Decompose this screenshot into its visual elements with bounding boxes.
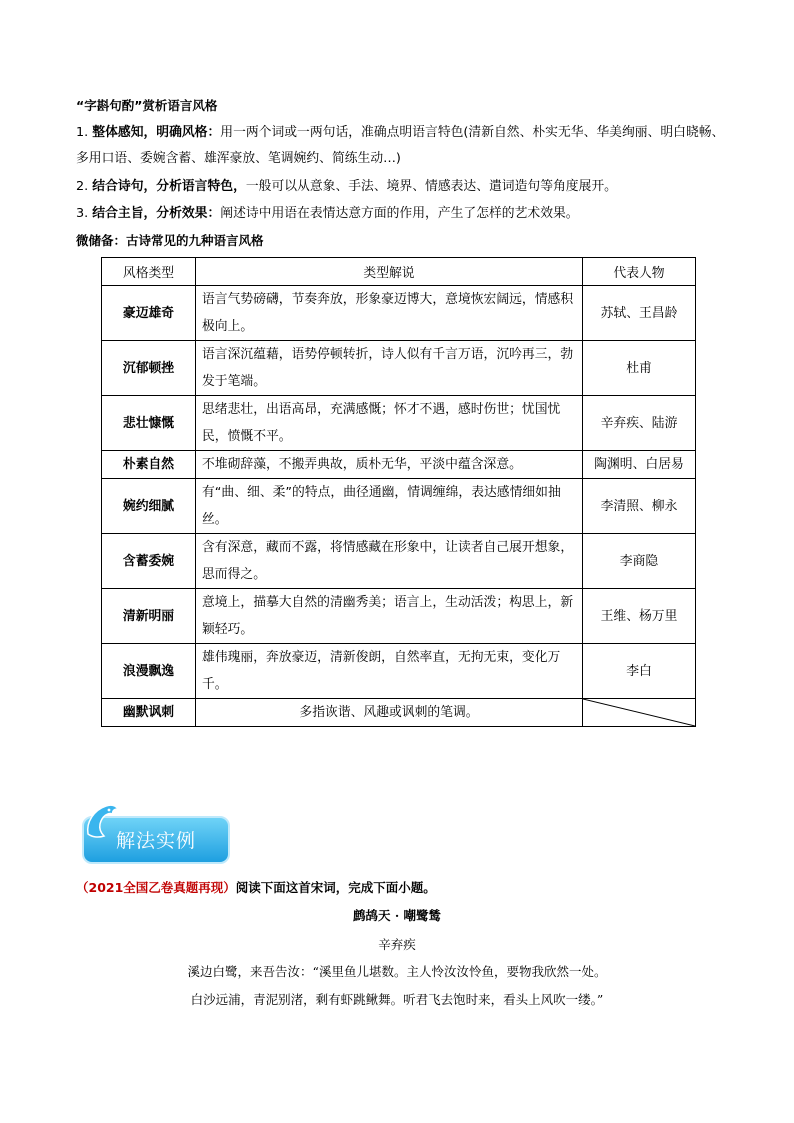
language-style-table <box>101 257 696 727</box>
point-text: 一般可以从意象、手法、境界、情感表达、遣词造句等角度展开。 <box>245 179 617 194</box>
poem-line: 溪边白鹭，来吾告汝：“溪里鱼儿堪数。主人怜汝汝怜鱼，要物我欣然一处。 <box>187 964 607 979</box>
style-representatives: 苏轼、王昌龄 <box>583 286 696 341</box>
style-name: 豪迈雄奇 <box>102 286 196 341</box>
poem-author: 辛弃疾 <box>378 937 416 952</box>
header-style-type: 风格类型 <box>102 258 196 286</box>
style-description: 意境上，描摹大自然的清幽秀美；语言上，生动活泼；构思上，新颖轻巧。 <box>196 589 583 644</box>
point-lead: 结合诗句，分析语言特色， <box>92 179 246 194</box>
sub-heading: 微储备：古诗常见的九种语言风格 <box>76 233 264 248</box>
table-row <box>102 396 696 451</box>
style-name: 清新明丽 <box>102 589 196 644</box>
point-lead: 结合主旨，分析效果： <box>92 206 221 221</box>
point-1 <box>76 120 726 172</box>
point-text: 用一两个词或一两句话，准确点明语言特色(清新自然、朴实无华、华美绚丽、明白晓畅、多用口语、委婉含蓄、雄浑豪放、笔调婉约、简练生动…) <box>76 125 725 166</box>
style-description: 语言气势磅礴，节奏奔放，形象豪迈博大，意境恢宏阔远，情感积极向上。 <box>196 286 583 341</box>
point-number: 3. <box>76 206 89 221</box>
point-3 <box>76 201 726 227</box>
style-description: 有“曲、细、柔”的特点，曲径通幽，情调缠绵，表达感情细如抽丝。 <box>196 479 583 534</box>
style-representatives: 辛弃疾、陆游 <box>583 396 696 451</box>
style-representatives: 王维、杨万里 <box>583 589 696 644</box>
style-description: 语言深沉蕴藉，语势停顿转折，诗人似有千言万语，沉吟再三，勃发于笔端。 <box>196 341 583 396</box>
style-description: 不堆砌辞藻，不搬弄典故，质朴无华，平淡中蕴含深意。 <box>196 451 583 479</box>
point-lead: 整体感知，明确风格： <box>92 125 221 140</box>
style-name: 婉约细腻 <box>102 479 196 534</box>
section-heading: “字斟句酌”赏析语言风格 <box>76 98 218 113</box>
table-row <box>102 451 696 479</box>
table-row <box>102 534 696 589</box>
style-description: 多指诙谐、风趣或讽刺的笔调。 <box>196 699 583 727</box>
point-number: 1. <box>76 125 89 140</box>
table-row <box>102 589 696 644</box>
poem-title: 鹧鸪天 · 嘲鹭鸶 <box>352 908 442 923</box>
point-number: 2. <box>76 179 89 194</box>
style-name: 含蓄委婉 <box>102 534 196 589</box>
style-representatives: 陶渊明、白居易 <box>583 451 696 479</box>
question-source <box>76 878 436 896</box>
style-representatives: 杜甫 <box>583 341 696 396</box>
poem-line: 白沙远浦，青泥别渚，剩有虾跳鳅舞。听君飞去饱时来，看头上风吹一缕。” <box>190 992 604 1007</box>
style-name: 幽默讽刺 <box>102 699 196 727</box>
style-name: 浪漫飘逸 <box>102 644 196 699</box>
table-row <box>102 699 696 727</box>
style-representatives: 李清照、柳永 <box>583 479 696 534</box>
style-name: 沉郁顿挫 <box>102 341 196 396</box>
style-description: 雄伟瑰丽，奔放豪迈，清新俊朗，自然率直，无拘无束，变化万千。 <box>196 644 583 699</box>
point-2 <box>76 174 726 200</box>
method-example-badge <box>82 800 234 866</box>
style-name: 悲壮慷慨 <box>102 396 196 451</box>
style-description: 思绪悲壮，出语高昂，充满感慨；怀才不遇，感时伤世；忧国忧民，愤慨不平。 <box>196 396 583 451</box>
empty-diagonal-cell <box>583 699 696 727</box>
header-explanation: 类型解说 <box>196 258 583 286</box>
source-instruction: 阅读下面这首宋词，完成下面小题。 <box>235 880 436 895</box>
table-header-row <box>102 258 696 286</box>
style-name: 朴素自然 <box>102 451 196 479</box>
table-row <box>102 341 696 396</box>
diagonal-line <box>583 699 695 726</box>
badge-label: 解法实例 <box>116 830 197 852</box>
source-tag: （2021全国乙卷真题再现） <box>76 880 236 895</box>
table-row <box>102 286 696 341</box>
table-row <box>102 479 696 534</box>
point-text: 阐述诗中用语在表情达意方面的作用，产生了怎样的艺术效果。 <box>220 206 579 221</box>
style-representatives: 李商隐 <box>583 534 696 589</box>
table-row <box>102 644 696 699</box>
header-representatives: 代表人物 <box>583 258 696 286</box>
style-representatives: 李白 <box>583 644 696 699</box>
style-description: 含有深意，藏而不露，将情感藏在形象中，让读者自己展开想象，思而得之。 <box>196 534 583 589</box>
